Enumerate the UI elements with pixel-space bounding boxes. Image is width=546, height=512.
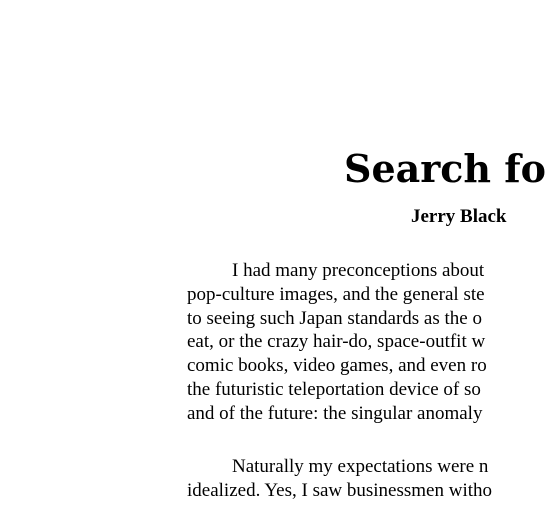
paragraph-line: the futuristic teleportation device of so — [187, 378, 481, 400]
paragraph-1 — [187, 259, 487, 426]
document-title: Search fo — [344, 146, 546, 191]
paragraph-line: eat, or the crazy hair-do, space-outfit w — [187, 331, 486, 353]
paragraph-line: I had many preconceptions about — [232, 260, 485, 281]
paragraph-line: Naturally my expectations were n — [232, 456, 489, 477]
paragraph-line: pop-culture images, and the general ste — [187, 283, 485, 305]
author-name: Jerry Black — [411, 206, 507, 227]
paragraph-line: idealized. Yes, I saw businessmen witho — [187, 479, 493, 501]
paragraph-line: to seeing such Japan standards as the o — [187, 307, 482, 329]
paragraph-2 — [187, 455, 492, 503]
paragraph-line: comic books, video games, and even ro — [187, 355, 487, 377]
paragraph-line: and of the future: the singular anomaly — [187, 402, 483, 424]
